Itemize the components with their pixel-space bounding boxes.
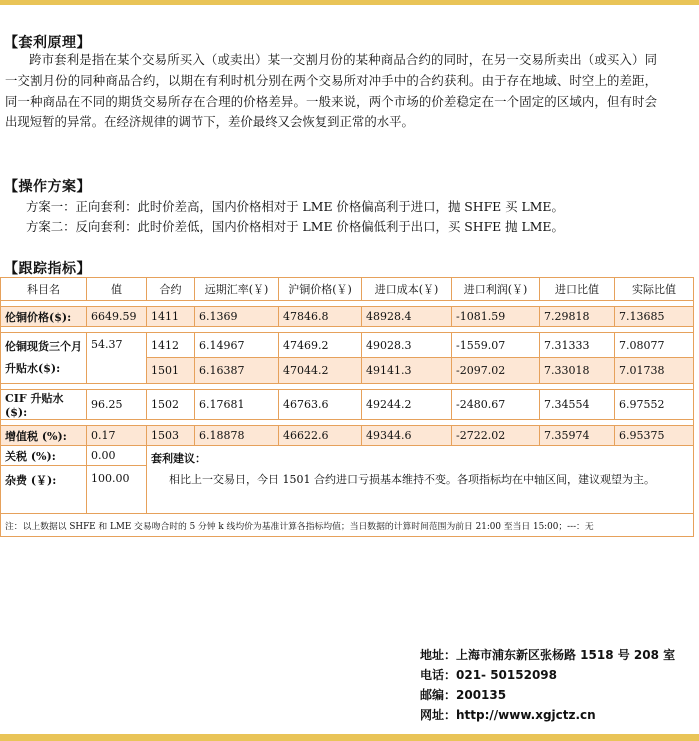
table-note-row [1, 514, 694, 537]
copper-price-cell: 46763.6 [279, 390, 362, 420]
actual-ratio-cell: 7.08077 [615, 333, 694, 358]
contact-phone: 电话：021- 50152098 [420, 668, 558, 682]
table-row [1, 446, 694, 466]
contract-cell: 1412 [147, 333, 195, 358]
row-label: 增值税 (%): [1, 426, 87, 446]
contract-cell: 1502 [147, 390, 195, 420]
section-title-tracking: 【跟踪指标】 [4, 261, 91, 277]
table-note: 注：以上数据以 SHFE 和 LME 交易吻合时的 5 分钟 k 线均价为基准计算各指标均值；当日数据的计算时间范围为前日 21:00 至当日 15:00；---：无 [1, 514, 694, 537]
header-cell: 进口利润(￥) [452, 278, 540, 301]
import-cost-cell: 49344.6 [362, 426, 452, 446]
header-cell: 值 [87, 278, 147, 301]
row-value: 0.00 [87, 446, 147, 466]
row-value: 6649.59 [87, 307, 147, 327]
import-profit-cell: -2097.02 [452, 358, 540, 384]
plan-two: 方案二：反向套利：此时价差低，国内价格相对于 LME 价格偏低利于出口，买 SHFE 抛 LME。 [26, 219, 564, 234]
actual-ratio-cell: 7.01738 [615, 358, 694, 384]
header-cell: 科目名 [1, 278, 87, 301]
actual-ratio-cell: 7.13685 [615, 307, 694, 327]
bottom-border-bar [0, 734, 699, 741]
table-row [1, 390, 694, 420]
section-title-plan: 【操作方案】 [4, 179, 91, 195]
top-border-bar [0, 0, 699, 5]
row-value: 54.37 [87, 333, 147, 384]
import-cost-cell: 48928.4 [362, 307, 452, 327]
row-value: 96.25 [87, 390, 147, 420]
tracking-indicator-table [0, 277, 694, 537]
header-cell: 沪铜价格(￥) [279, 278, 362, 301]
contact-block [420, 645, 675, 725]
contact-address: 地址：上海市浦东新区张杨路 1518 号 208 室 [420, 648, 676, 662]
header-cell: 合约 [147, 278, 195, 301]
import-ratio-cell: 7.29818 [540, 307, 615, 327]
header-cell: 进口成本(￥) [362, 278, 452, 301]
copper-price-cell: 46622.6 [279, 426, 362, 446]
table-header-row [1, 278, 694, 301]
row-label: 关税 (%): [1, 446, 87, 466]
import-ratio-cell: 7.31333 [540, 333, 615, 358]
principle-paragraph: 跨市套利是指在某个交易所买入（或卖出）某一交割月份的某种商品合约的同时，在另一交易所卖出（或买入）同一交割月份的同种商品合约，以期在有利时机分别在两个交易所对冲手中的合约获利。由于存在地域、时空上的差距，同一种商品在不同的期货交易所存在合理的价格差异。一般来说，两个市场的价差稳定在一个固定的区域内，但有时会出现短暂的异常。在经济规律的调节下，差价最终又会恢复到正常的水平。 [5, 52, 657, 130]
advice-text: 相比上一交易日，今日 1501 合约进口亏损基本维持不变。各项指标均在中轴区间，建议观望为主。 [169, 473, 655, 486]
import-cost-cell: 49244.2 [362, 390, 452, 420]
contract-cell: 1503 [147, 426, 195, 446]
actual-ratio-cell: 6.95375 [615, 426, 694, 446]
row-value: 100.00 [87, 466, 147, 514]
fx-cell: 6.17681 [195, 390, 279, 420]
row-label: CIF 升贴水($): [1, 390, 87, 420]
header-cell: 远期汇率(￥) [195, 278, 279, 301]
fx-cell: 6.14967 [195, 333, 279, 358]
row-label: 伦铜现货三个月升贴水($): [1, 333, 87, 384]
row-label: 伦铜价格($): [1, 307, 87, 327]
import-ratio-cell: 7.33018 [540, 358, 615, 384]
fx-cell: 6.16387 [195, 358, 279, 384]
fx-cell: 6.18878 [195, 426, 279, 446]
import-profit-cell: -2480.67 [452, 390, 540, 420]
row-label: 杂费 (￥): [1, 466, 87, 514]
row-value: 0.17 [87, 426, 147, 446]
import-profit-cell: -2722.02 [452, 426, 540, 446]
import-cost-cell: 49141.3 [362, 358, 452, 384]
copper-price-cell: 47846.8 [279, 307, 362, 327]
section-title-principle: 【套利原理】 [4, 35, 91, 51]
header-cell: 进口比值 [540, 278, 615, 301]
copper-price-cell: 47044.2 [279, 358, 362, 384]
plan-one: 方案一：正向套利：此时价差高，国内价格相对于 LME 价格偏高利于进口，抛 SHFE 买 LME。 [26, 199, 564, 214]
import-ratio-cell: 7.35974 [540, 426, 615, 446]
advice-cell [147, 446, 694, 514]
contract-cell: 1501 [147, 358, 195, 384]
contact-zip: 邮编：200135 [420, 688, 507, 702]
table-row [1, 307, 694, 327]
import-cost-cell: 49028.3 [362, 333, 452, 358]
copper-price-cell: 47469.2 [279, 333, 362, 358]
import-profit-cell: -1081.59 [452, 307, 540, 327]
fx-cell: 6.1369 [195, 307, 279, 327]
table-row [1, 333, 694, 358]
import-ratio-cell: 7.34554 [540, 390, 615, 420]
contact-website[interactable]: 网址：http://www.xgjctz.cn [420, 708, 596, 722]
header-cell: 实际比值 [615, 278, 694, 301]
table-row [1, 426, 694, 446]
actual-ratio-cell: 6.97552 [615, 390, 694, 420]
import-profit-cell: -1559.07 [452, 333, 540, 358]
contract-cell: 1411 [147, 307, 195, 327]
advice-title: 套利建议： [151, 452, 206, 465]
